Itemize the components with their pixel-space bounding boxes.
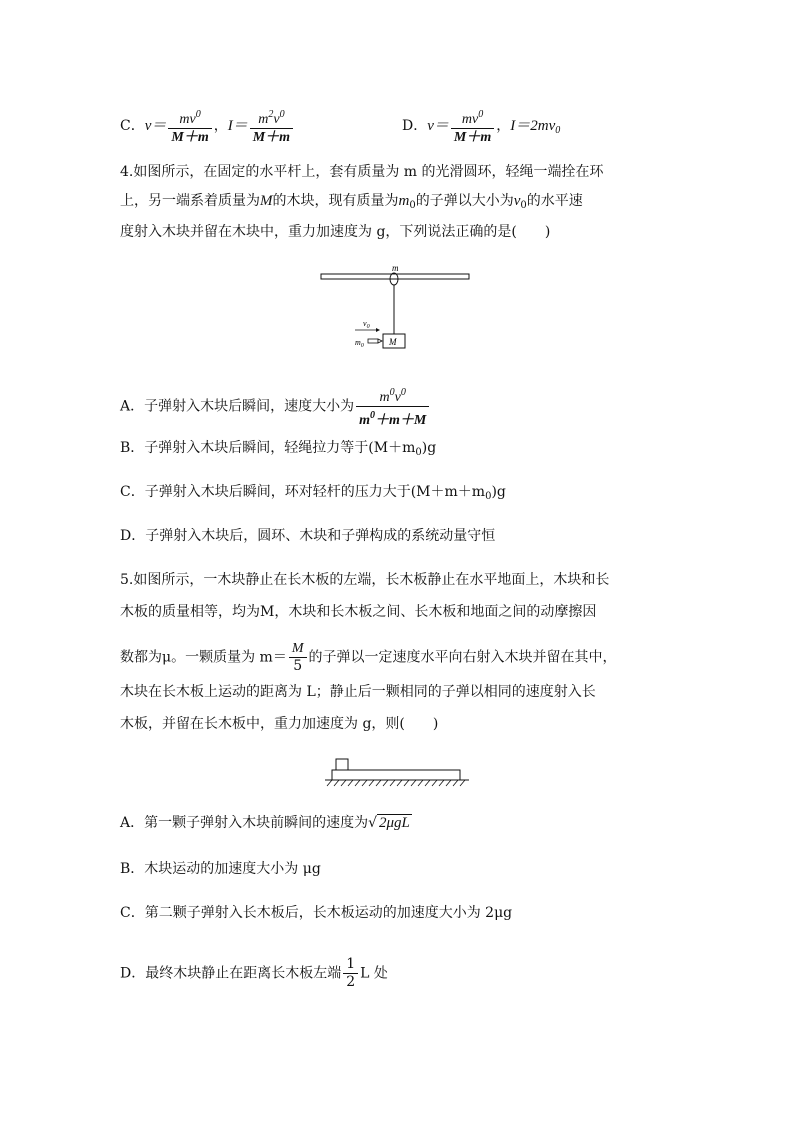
q5-stem-line-5: 木板，并留在长木板中，重力加速度为 g，则( ) <box>120 716 439 732</box>
stem-text: 的木块，现有质量为 <box>272 193 399 209</box>
q4-stem-line-1: 4.如图所示，在固定的水平杆上，套有质量为 m 的光滑圆环，轻绳一端拴在环 <box>120 164 604 180</box>
fraction <box>168 106 211 146</box>
q5-stem-line-2: 木板的质量相等，均为M，木块和长木板之间、长木板和地面之间的动摩擦因 <box>120 604 597 620</box>
q4-option-a <box>120 384 431 429</box>
option-text: D．最终木块静止在距离长木板左端 <box>120 965 342 982</box>
symbol: M <box>260 193 273 209</box>
separator: ， <box>213 118 228 134</box>
separator: ， <box>496 118 511 134</box>
q5-stem-line-1: 5.如图所示，一木块静止在长木板的左端，长木板静止在水平地面上，木块和长 <box>120 572 610 588</box>
ring-label: m <box>392 263 399 273</box>
stem-text: 的子弹以大小为 <box>415 193 514 209</box>
symbol: v <box>513 193 521 209</box>
q5-stem-line-4: 木块在长木板上运动的距离为 L；静止后一颗相同的子弹以相同的速度射入长 <box>120 684 596 700</box>
denominator: ＋m＋M <box>375 413 427 428</box>
q4-option-b <box>120 438 436 463</box>
q5-option-d <box>120 956 388 991</box>
block-label: M <box>389 337 397 347</box>
bullet-label: $m_0$ <box>355 338 364 349</box>
denominator: m <box>359 413 370 428</box>
bullet-tip <box>378 339 382 343</box>
formula-text: v＝ <box>427 118 449 134</box>
superscript: 0 <box>370 410 375 421</box>
option-text: B．子弹射入木块后瞬间，轻绳拉力等于(M＋m <box>120 440 416 456</box>
subscript: 0 <box>415 447 422 458</box>
small-block <box>336 759 348 770</box>
q4-stem-line-3: 度射入木块并留在木块中，重力加速度为 g，下列说法正确的是( ) <box>120 224 551 240</box>
option-label: C． <box>120 118 145 134</box>
fraction <box>356 384 429 429</box>
option-text: )g <box>491 484 506 500</box>
numerator: m <box>379 390 390 405</box>
subscript: 0 <box>485 491 492 502</box>
stem-text: 的水平速 <box>526 193 583 209</box>
option-label: D． <box>402 118 428 134</box>
stem-text: 上，另一端系着质量为 <box>120 193 260 209</box>
ground-hatching <box>327 780 465 786</box>
superscript: 0 <box>279 109 285 120</box>
q5-figure <box>322 756 472 790</box>
superscript: 2 <box>268 109 274 120</box>
numerator: v <box>394 390 401 405</box>
stem-text: 的子弹以一定速度水平向右射入木块并留在其中， <box>308 649 617 666</box>
q5-option-b: B．木块运动的加速度大小为 μg <box>120 861 321 877</box>
numerator: mv <box>461 112 479 127</box>
option-text: )g <box>421 440 437 456</box>
numerator: v <box>273 112 280 127</box>
denominator: M＋m <box>252 130 291 145</box>
formula-text: I＝2mv <box>510 118 556 134</box>
option-text: L 处 <box>360 965 388 982</box>
superscript: 0 <box>478 109 484 120</box>
numerator: 1 <box>343 956 358 974</box>
subscript: 0 <box>409 200 416 211</box>
arrow-head-icon <box>376 328 380 332</box>
q5-option-c: C．第二颗子弹射入长木板后，长木板运动的加速度大小为 2μg <box>120 905 513 921</box>
superscript: 0 <box>195 109 201 120</box>
numerator: M <box>289 640 307 658</box>
q3-option-d <box>402 106 560 146</box>
option-text: A．子弹射入木块后瞬间，速度大小为 <box>120 398 355 415</box>
q4-stem-line-2 <box>120 191 583 216</box>
fraction <box>289 640 307 675</box>
bullet <box>368 339 378 343</box>
fraction <box>250 106 293 146</box>
q4-figure <box>318 262 478 352</box>
denominator: M＋m <box>171 130 209 145</box>
formula-text: I＝ <box>227 118 248 134</box>
numerator: m <box>258 112 269 127</box>
horizontal-rod <box>321 274 469 279</box>
q4-option-c <box>120 482 506 507</box>
q5-option-a <box>120 813 412 833</box>
long-board <box>332 770 460 780</box>
numerator: mv <box>179 112 196 127</box>
superscript: 0 <box>400 387 406 398</box>
sqrt-sign: √ <box>368 815 378 831</box>
option-text: A．第一颗子弹射入木块前瞬间的速度为 <box>120 815 369 831</box>
superscript: 0 <box>389 387 395 398</box>
fraction <box>451 106 494 146</box>
q3-option-c <box>120 106 295 146</box>
velocity-label: $v_0$ <box>363 319 370 330</box>
stem-text: 数都为μ。一颗质量为 m＝ <box>120 649 287 666</box>
denominator: 5 <box>293 658 303 674</box>
subscript: 0 <box>520 200 527 211</box>
symbol: m <box>398 193 410 209</box>
option-text: C．子弹射入木块后瞬间，环对轻杆的压力大于(M＋m＋m <box>120 484 486 500</box>
q4-option-d: D．子弹射入木块后，圆环、木块和子弹构成的系统动量守恒 <box>120 528 496 544</box>
denominator: M＋m <box>453 130 492 145</box>
q5-stem-line-3 <box>120 640 617 675</box>
sqrt-content: 2μgL <box>379 815 410 831</box>
denominator: 2 <box>346 974 356 990</box>
fraction <box>343 956 358 991</box>
subscript: 0 <box>555 125 561 136</box>
formula-text: v＝ <box>144 118 167 134</box>
